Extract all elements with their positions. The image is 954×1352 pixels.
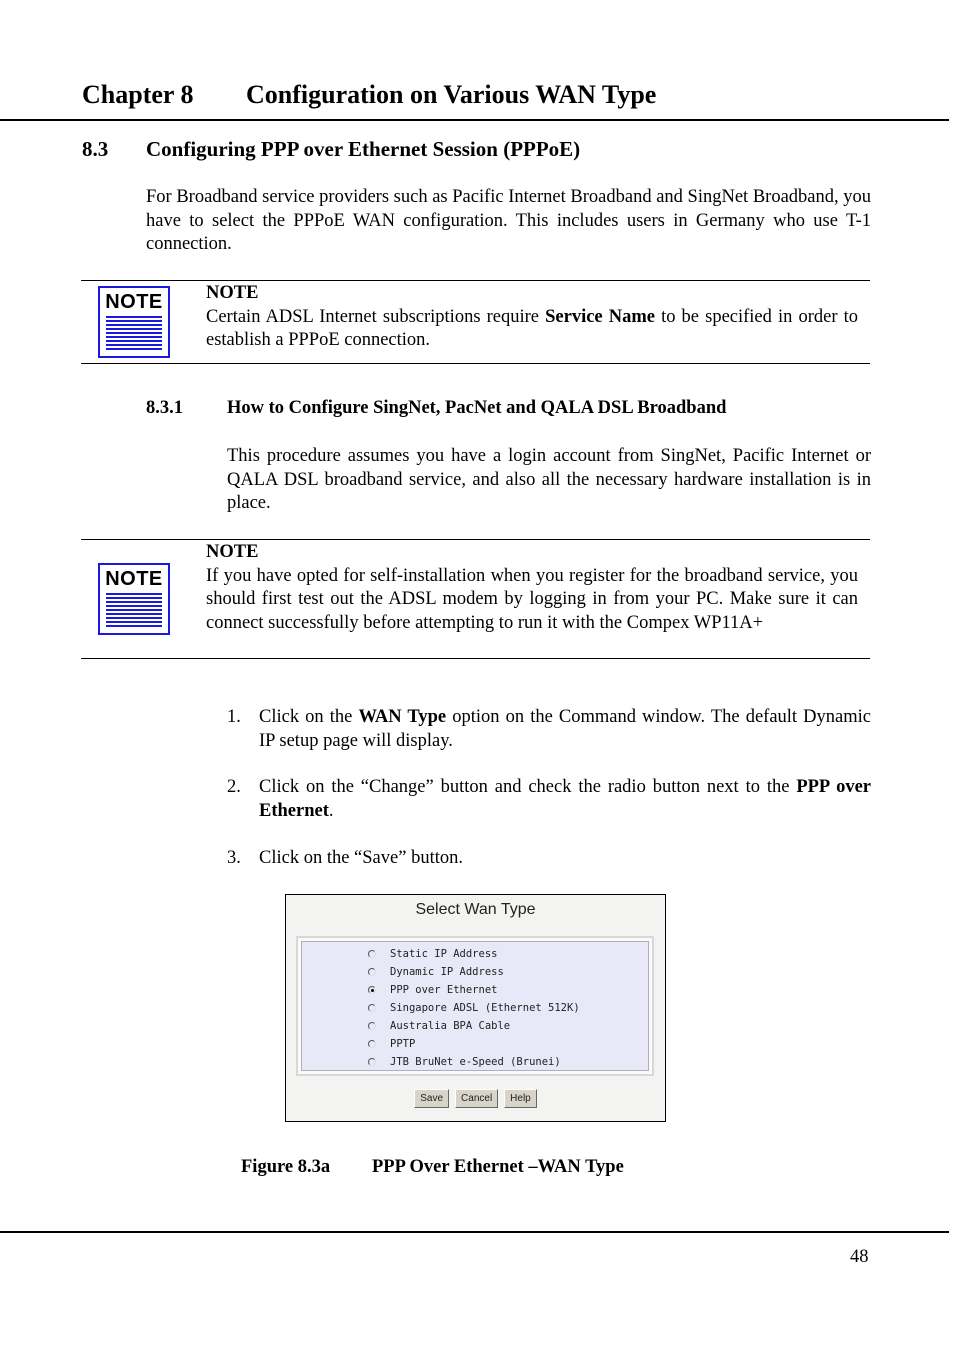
option-label: Static IP Address [390,948,498,960]
figure-title: Select Wan Type [415,901,536,918]
help-button[interactable]: Help [504,1089,537,1108]
note-1-title: NOTE [206,283,259,303]
wan-option-jtb-brunet[interactable] [368,1056,561,1068]
option-label: PPTP [390,1038,416,1050]
wan-type-options [301,941,649,1071]
wan-option-australia-bpa[interactable] [368,1020,510,1032]
section-title: Configuring PPP over Ethernet Session (PPPoE) [146,137,581,161]
step-text-part: Click on the “Change” button and check the radio button next to the [259,777,797,797]
step-text-part: . [328,800,334,821]
save-button[interactable]: Save [414,1089,449,1108]
chapter-heading [82,80,656,110]
step-text-bold: WAN Type [358,707,447,727]
wan-option-static-ip[interactable] [368,948,497,960]
radio-icon[interactable] [368,1058,376,1066]
wan-option-dynamic-ip[interactable] [368,966,504,978]
note-1-text-part: Certain ADSL Internet subscriptions require [206,306,546,327]
wan-option-singapore-adsl[interactable] [368,1002,580,1014]
wan-option-pptp[interactable] [368,1038,415,1050]
step-text [259,847,871,871]
radio-icon[interactable] [368,950,376,958]
footer-rule [0,1231,949,1233]
radio-icon[interactable] [368,1040,376,1048]
note-2-text: If you have opted for self-installation when you register for the broadband service, you should first test out the ADSL modem by logging in from your PC. Make sure it can connect successfully before attempting to run it with the Compex WP11A+ [206,565,858,633]
chapter-title: Configuration on Various WAN Type [246,80,657,109]
figure-caption-text: PPP Over Ethernet –WAN Type [372,1157,624,1177]
step-text [259,706,871,753]
radio-icon[interactable] [368,968,376,976]
note-1-content [206,282,858,353]
figure-caption [241,1157,624,1178]
page-number: 48 [850,1247,869,1267]
wan-type-panel [296,936,654,1076]
note-icon-lines [106,593,162,629]
option-label: Dynamic IP Address [390,966,504,978]
step-text-part: option on the Command window. The default Dynamic IP setup page will display. [259,707,871,751]
note-2-title: NOTE [206,542,259,562]
cancel-button[interactable]: Cancel [455,1089,498,1108]
radio-selected-icon[interactable] [368,986,376,994]
note-icon-lines [106,316,162,352]
note-icon-label: NOTE [105,568,163,590]
figure-number: Figure 8.3a [241,1157,331,1177]
step-text [259,776,871,823]
radio-icon[interactable] [368,1004,376,1012]
note-1-text-part: to be specified in order to establish a PPPoE connection. [206,306,858,350]
note-1-text-bold: Service Name [545,306,655,327]
note-2-content [206,541,858,635]
subsection-heading [146,398,726,419]
figure-screenshot-select-wan-type [285,894,666,1122]
step-number: 3. [227,848,241,868]
note-box-1 [81,280,870,364]
step-number: 2. [227,777,241,797]
section-intro: For Broadband service providers such as Pacific Internet Broadband and SingNet Broadband, you have to select the PPPoE WAN configuration. This includes users in Germany who use T-1 connection. [146,187,871,254]
option-label: JTB BruNet e-Speed (Brunei) [390,1056,561,1068]
note-icon [98,286,170,358]
step-text-part: Click on the [259,707,359,727]
subsection-number: 8.3.1 [146,398,183,418]
step-text-bold: PPP over Ethernet [259,777,871,821]
section-heading [82,137,580,162]
chapter-number: Chapter 8 [82,80,194,109]
subsection-intro: This procedure assumes you have a login account from SingNet, Pacific Internet or QALA DSL broadband service, and also all the necessary hardware installation is in place. [227,446,871,513]
option-label: PPP over Ethernet [390,984,498,996]
radio-icon[interactable] [368,1022,376,1030]
section-number: 8.3 [82,137,109,161]
note-box-2 [81,539,870,659]
wan-option-pppoe[interactable] [368,984,497,996]
option-label: Singapore ADSL (Ethernet 512K) [390,1002,580,1014]
step-text-part: Click on the “Save” button. [259,848,463,868]
note-icon [98,563,170,635]
note-icon-label: NOTE [105,291,163,313]
note-1-text [206,306,858,353]
option-label: Australia BPA Cable [390,1020,511,1032]
figure-button-row [286,1089,665,1108]
step-number: 1. [227,707,241,727]
subsection-title: How to Configure SingNet, PacNet and QALA DSL Broadband [227,398,727,418]
header-rule [0,119,949,121]
